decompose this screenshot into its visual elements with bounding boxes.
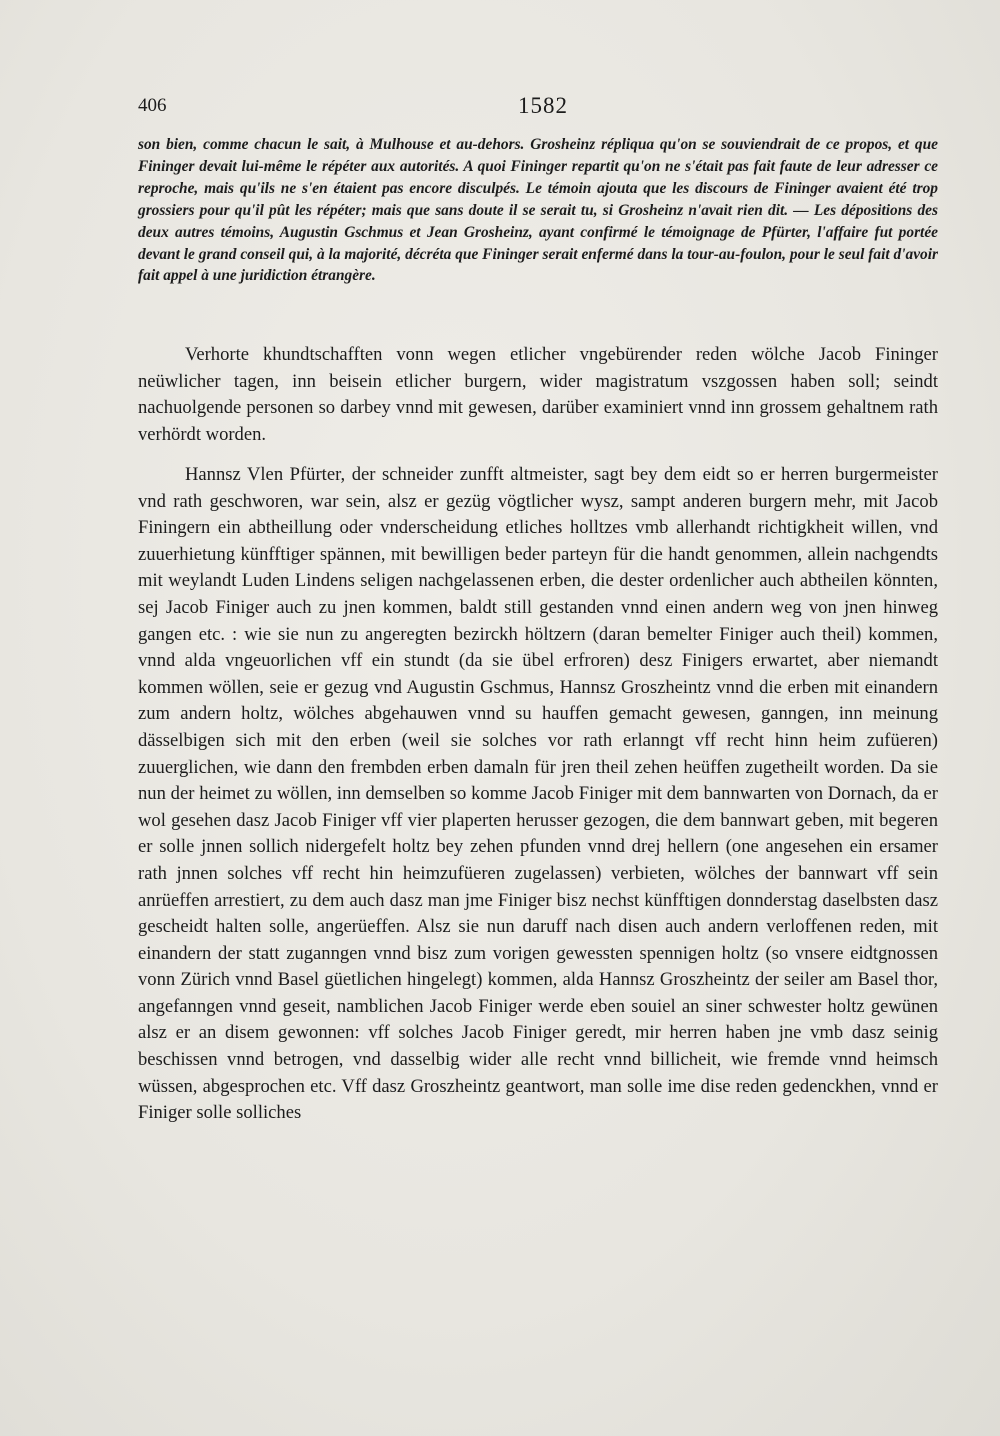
page-number: 406 [138,95,167,116]
main-text-paragraph-2 [138,462,938,1127]
french-summary [138,134,938,287]
main-text-paragraph-1 [138,342,938,448]
french-summary-text: son bien, comme chacun le sait, à Mulhouse et au-dehors. Grosheinz répliqua qu'on se souviendrait de ce propos, et que Fininger devait lui-même le répéter aux autorités. A quoi Fininger repartit qu'on ne s'était pas fait faute de leur adresser ce reproche, mais qu'ils ne s'en étaient pas encore disculpés. Le témoin ajouta que les discours de Fininger avaient été trop grossiers pour qu'il pût les répéter; mais que sans doute il se serait tu, si Grosheinz n'avait rien dit. — Les dépositions des deux autres témoins, Augustin Gschmus et Jean Grosheinz, ayant confirmé le témoignage de Pfürter, l'affaire fut portée devant le grand conseil qui, à la majorité, décréta que Fininger serait enfermé dans la tour-au-foulon, pour le seul fait d'avoir fait appel à une juridiction étrangère. [138,136,938,285]
paragraph-text: Hannsz Vlen Pfürter, der schneider zunfft altmeister, sagt bey dem eidt so er herren burgermeister vnd rath geschworen, war sein, alsz er gezüg vögtlicher wysz, sampt anderen burgern mehr, mit Jacob Finingern ein abtheillung oder vnderscheidung etliches holltzes vmb allerhandt richtigkheit willen, vnd zuuerhietung künfftiger spännen, mit bewilligen beder parteyn für die handt genommen, allein nachgendts mit weylandt Luden Lindens seligen nachgelassenen erben, die dester ordenlicher auch abtheilen könnten, sej Jacob Finiger auch zu jnen kommen, baldt still gestanden vnnd einen andern weg von jnen hinweg gangen etc. : wie sie nun zu angeregten bezirckh höltzern (daran bemelter Finiger auch theil) kommen, vnnd alda vngeuorlichen vff ein stundt (da sie übel erfroren) desz Finigers erwartet, aber niemandt kommen wöllen, seie er gezug vnd Augustin Gschmus, Hannsz Groszheintz vnnd die erben mit einandern zum andern holtz, wölches abgehauwen vnnd su hauffen gemacht gewesen, ganngen, inn meinung dässelbigen sich mit den erben (weil sie solches vor rath erlanngt vff recht hinn heim zufüeren) zuuerglichen, wie dann den frembden erben damaln für jren theil zehen heüffen zugetheilt worden. Da sie nun der heimet zu wöllen, inn demselben so komme Jacob Finiger mit dem bannwarten von Dornach, da er wol gesehen dasz Jacob Finiger vff vier plaperten herusser gezogen, die dem bannwart geben, mit begeren er solle jnnen sollich nidergefelt holtz bey zehen pfunden vnnd drej hellern (one angesehen ein ersamer rath jnnen solches vff recht hin heimzufüeren zugelassen) verbieten, wölches der bannwart vff sein anrüeffen arrestiert, zu dem auch dasz man jme Finiger bisz nechst künfftigen donnderstag daselbsten dasz gescheidt halten solle, angerüeffen. Alsz sie nun daruff nach disen auch andern verloffenen reden, mit einandern der statt zuganngen vnnd bisz zum vorigen gewessten spennigen holtz (so vnsere eidtgnossen vonn Zürich vnnd Basel güetlichen hingelegt) kommen, alda Hannsz Groszheintz der seiler am Basel thor, angefanngen vnnd geseit, namblichen Jacob Finiger werde eben souiel an siner schwester holtz gewünen alsz er an disem gewonnen: vff solches Jacob Finiger geredt, mir herren haben jne vmb dasz seinig beschissen vnnd betrogen, vnd dasselbig wider alle recht vnnd billicheit, wie fremde vnnd heimsch wüssen, abgesprochen etc. Vff dasz Groszheintz geantwort, man solle ime dise reden gedenckhen, vnnd er Finiger solle solliches [138,464,938,1124]
paragraph-text: Verhorte khundtschafften vonn wegen etlicher vngebürender reden wölche Jacob Fininger neüwlicher tagen, inn beisein etlicher burgern, wider magistratum vszgossen haben soll; seindt nachuolgende personen so darbey vnnd mit gewesen, darüber examiniert vnnd inn grossem gehaltnem rath verhördt worden. [138,344,938,445]
running-head-year: 1582 [518,93,568,118]
page-header [138,95,938,125]
